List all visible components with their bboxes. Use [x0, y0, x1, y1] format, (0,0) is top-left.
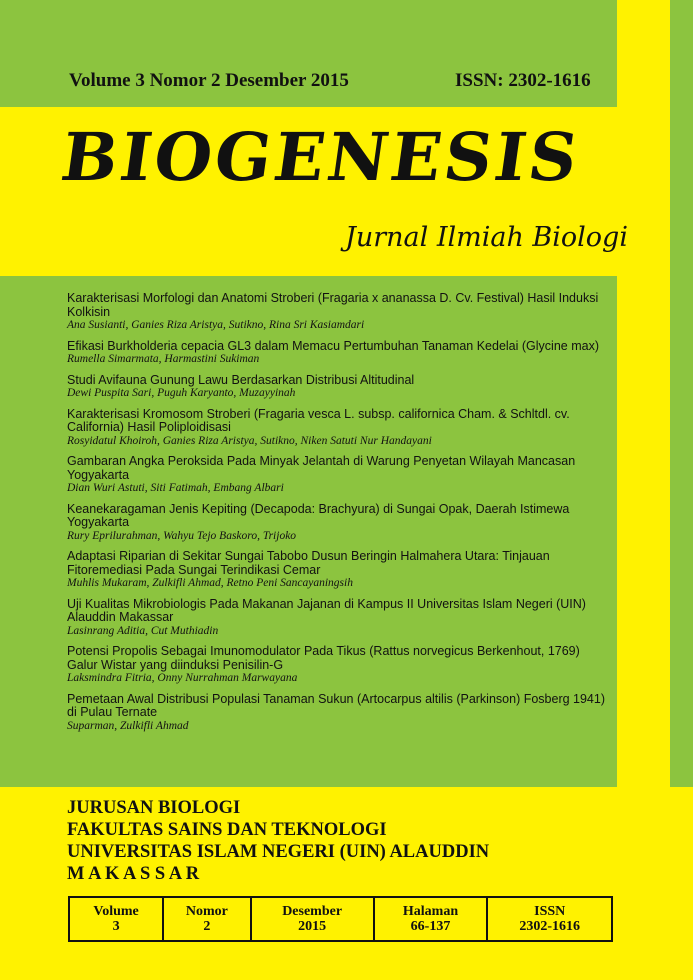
article-title: Uji Kualitas Mikrobiologis Pada Makanan Jajanan di Kampus II Universitas Islam Negeri (UIN) Alauddin Makassar [67, 596, 586, 624]
info-label: Volume [93, 904, 139, 919]
journal-subtitle: Jurnal Ilmiah Biologi [345, 222, 628, 253]
info-cell-pages [374, 897, 488, 941]
info-label: Halaman [402, 904, 459, 919]
list-item [67, 693, 612, 733]
list-item [67, 550, 612, 590]
article-authors: Rury Eprilurahman, Wahyu Tejo Baskoro, Trijoko [67, 529, 297, 542]
article-authors: Laksmindra Fitria, Onny Nurrahman Marwayana [67, 672, 298, 684]
publication-info-table [68, 896, 613, 942]
article-authors: Dian Wuri Astuti, Siti Fatimah, Embang Albari [67, 482, 284, 494]
faculty-line: FAKULTAS SAINS DAN TEKNOLOGI [67, 820, 387, 840]
issue-info: Volume 3 Nomor 2 Desember 2015 [69, 70, 349, 91]
article-authors: Lasinrang Aditia, Cut Muthiadin [67, 624, 219, 637]
info-cell-nomor [163, 897, 250, 941]
article-authors: Rosyidatul Khoiroh, Ganies Riza Aristya, Sutikno, Niken Satuti Nur Handayani [67, 434, 432, 447]
city-line: M A K A S S A R [67, 864, 200, 884]
info-value: 66-137 [410, 919, 451, 934]
article-title: Adaptasi Riparian di Sekitar Sungai Tabobo Dusun Beringin Halmahera Utara: Tinjauan Fitoremediasi Pada Sungai Terindikasi Cemar [67, 549, 550, 577]
info-cell-volume [69, 897, 163, 941]
info-label: Nomor [185, 904, 228, 919]
article-title: Keanekaragaman Jenis Kepiting (Decapoda: Brachyura) di Sungai Opak, Daerah Istimewa Yogyakarta [67, 501, 570, 529]
info-label: ISSN [534, 904, 566, 919]
article-authors: Dewi Puspita Sari, Puguh Karyanto, Muzayyinah [67, 387, 296, 399]
info-value: 2302-1616 [519, 919, 581, 934]
yellow-right-edge-bottom [670, 787, 693, 980]
article-title: Studi Avifauna Gunung Lawu Berdasarkan Distribusi Altitudinal [67, 372, 415, 387]
list-item [67, 340, 612, 366]
list-item [67, 408, 612, 448]
list-item [67, 645, 612, 685]
university-line: UNIVERSITAS ISLAM NEGERI (UIN) ALAUDDIN [67, 842, 490, 862]
department-line: JURUSAN BIOLOGI [67, 798, 241, 818]
list-item [67, 598, 612, 638]
yellow-vertical-stripe [617, 0, 670, 980]
article-authors: Ana Susianti, Ganies Riza Aristya, Sutikno, Rina Sri Kasiamdari [67, 319, 365, 331]
article-title: Potensi Propolis Sebagai Imunomodulator Pada Tikus (Rattus norvegicus Berkenhout, 1769) Galur Wistar yang diinduksi Penisilin-G [67, 644, 580, 672]
article-title: Pemetaan Awal Distribusi Populasi Tanaman Sukun (Artocarpus altilis (Parkinson) Fosberg 1941) di Pulau Ternate [67, 691, 606, 719]
info-cell-issn [487, 897, 612, 941]
article-title: Karakterisasi Kromosom Stroberi (Fragaria vesca L. subsp. californica Cham. & Schltdl. cv. California) Hasil Poliploidisasi [67, 406, 570, 434]
list-item [67, 374, 612, 400]
journal-title: BIOGENESIS [56, 118, 586, 196]
list-item [67, 503, 612, 543]
publisher-block [67, 797, 489, 885]
info-value: 3 [112, 919, 120, 934]
article-authors: Rumella Simarmata, Harmastini Sukiman [67, 353, 260, 365]
list-item [67, 455, 612, 495]
info-value: 2 [203, 919, 211, 934]
article-authors: Suparman, Zulkifli Ahmad [67, 719, 189, 732]
article-title: Gambaran Angka Peroksida Pada Minyak Jelantah di Warung Penyetan Wilayah Mancasan Yogyakarta [67, 454, 576, 482]
table-of-contents [67, 292, 612, 740]
article-title: Efikasi Burkholderia cepacia GL3 dalam Memacu Pertumbuhan Tanaman Kedelai (Glycine max) [67, 338, 599, 353]
issn-header: ISSN: 2302-1616 [455, 70, 591, 91]
article-title: Karakterisasi Morfologi dan Anatomi Stroberi (Fragaria x ananassa D. Cv. Festival) Hasil Induksi Kolkisin [67, 291, 599, 319]
info-label: Desember [282, 904, 343, 919]
list-item [67, 292, 612, 332]
info-value: 2015 [298, 919, 327, 934]
info-cell-month [251, 897, 374, 941]
article-authors: Muhlis Mukaram, Zulkifli Ahmad, Retno Peni Sancayaningsih [67, 577, 353, 589]
